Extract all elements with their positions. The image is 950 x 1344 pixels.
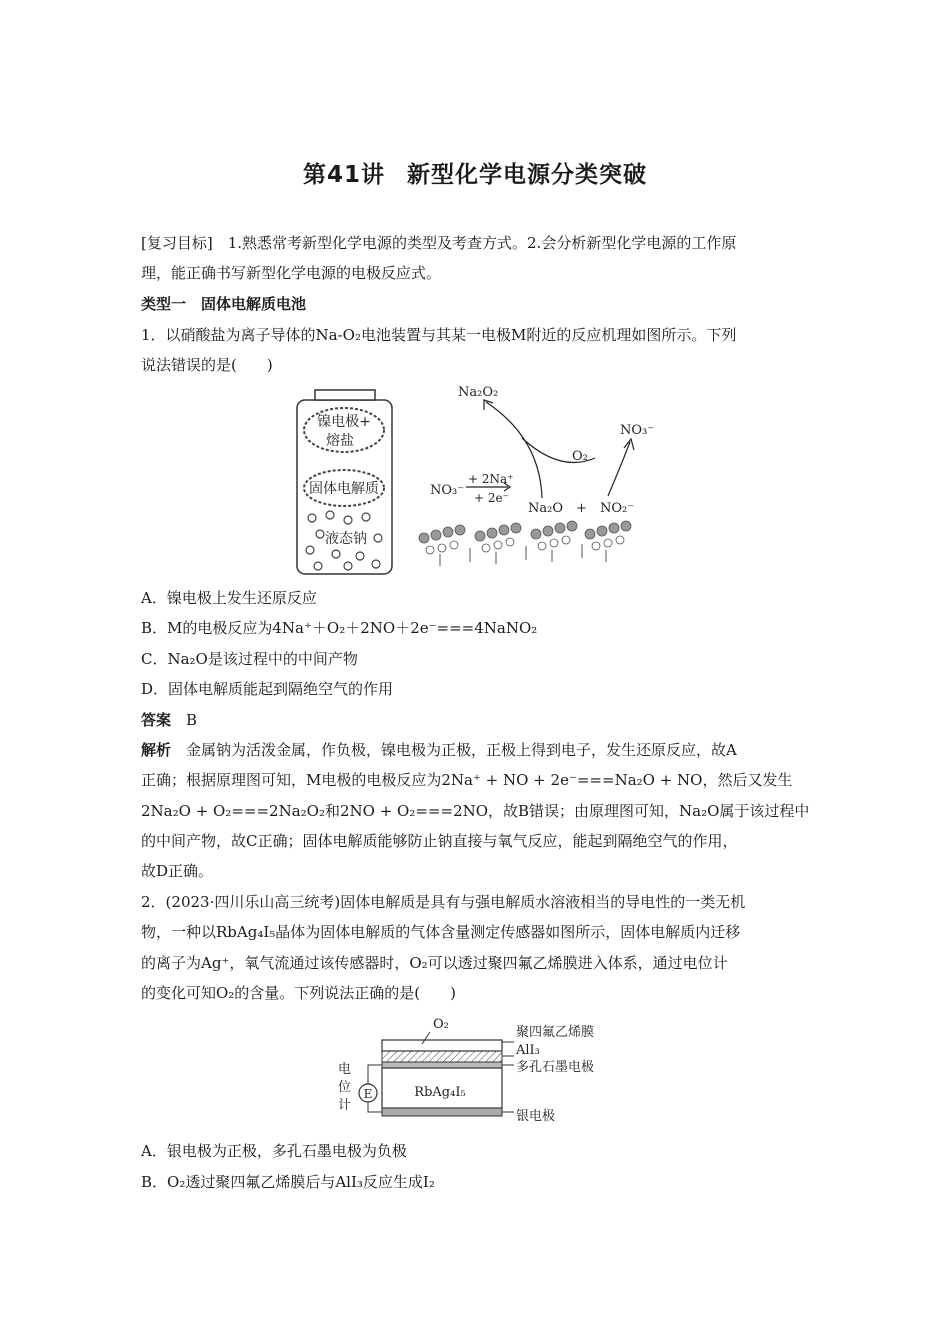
meter-label-3: 计 [338, 1098, 352, 1113]
section-heading: 类型一 固体电解质电池 [141, 295, 307, 313]
analysis-line-2: 正确；根据原理图可知，M电极的电极反应为2Na⁺ + NO + 2e⁻===Na₂O + NO，然后又发生 [141, 771, 793, 789]
o2-gas-label: O₂ [433, 1017, 449, 1032]
review-goals-line-2: 理，能正确书写新型化学电源的电极反应式。 [141, 264, 442, 282]
analysis-line-4: 的中间产物，故C正确；固体电解质能够防止钠直接与氧气反应，能起到隔绝空气的作用， [141, 832, 738, 850]
meter-label-1: 电 [338, 1062, 352, 1077]
analysis-line-3: 2Na₂O + O₂===2Na₂O₂和2NO + O₂===2NO，故B错误；由原理图可知，Na₂O属于该过程中 [141, 802, 810, 820]
reaction-arrow-top-label: + 2Na⁺ [468, 472, 514, 486]
question-1-option-c: C．Na₂O是该过程中的中间产物 [141, 650, 358, 668]
ptfe-membrane-label: 聚四氟乙烯膜 [516, 1025, 595, 1040]
reaction-arrow-bottom-label: + 2e⁻ [474, 491, 509, 505]
page-title [0, 156, 950, 189]
na2o2-label: Na₂O₂ [458, 385, 499, 400]
na2o-label: Na₂O [528, 501, 563, 516]
answer-label: 答案 [141, 711, 172, 729]
question-2-line-2: 物，一种以RbAg₄I₅晶体为固体电解质的气体含量测定传感器如图所示，固体电解质内迁移 [141, 923, 741, 941]
nickel-electrode-label: 镍电极+ [317, 414, 371, 430]
no3-top-label: NO₃⁻ [620, 423, 655, 438]
lecture-number: 第41讲 [302, 162, 385, 188]
analysis-label: 解析 [141, 741, 172, 759]
question-2-line-3: 的离子为Ag⁺，氧气流通过该传感器时，O₂可以透过聚四氟乙烯膜进入体系，通过电位计 [141, 954, 728, 972]
answer-line [141, 710, 197, 730]
ali3-label: AlI₃ [516, 1043, 540, 1058]
solid-electrolyte-label: 固体电解质 [309, 481, 379, 497]
electrolyte-label: RbAg₄I₅ [414, 1085, 466, 1100]
meter-label-2: 位 [338, 1080, 352, 1095]
question-1-option-b: B．M的电极反应为4Na⁺＋O₂＋2NO＋2e⁻===4NaNO₂ [141, 619, 538, 637]
liquid-sodium-label: 液态钠 [325, 531, 367, 547]
question-2-line-4: 的变化可知O₂的含量。下列说法正确的是( ) [141, 984, 457, 1002]
question-2-option-b: B．O₂透过聚四氟乙烯膜后与AlI₃反应生成I₂ [141, 1173, 435, 1191]
potentiometer-e-label: E [363, 1087, 373, 1101]
lecture-topic: 新型化学电源分类突破 [407, 162, 647, 188]
analysis-line-5: 故D正确。 [141, 862, 214, 880]
analysis-text-1: 金属钠为活泼金属，作负极，镍电极为正极，正极上得到电子，发生还原反应，故A [186, 741, 737, 759]
reaction-mechanism-drawing [419, 385, 654, 566]
question-2-option-a: A．银电极为正极，多孔石墨电极为负极 [141, 1142, 407, 1160]
porous-graphite-label: 多孔石墨电极 [516, 1060, 595, 1075]
plus-sign: + [576, 501, 587, 516]
question-1-option-a: A．镍电极上发生还原反应 [141, 589, 317, 607]
question-1-line-2: 说法错误的是( ) [141, 356, 273, 374]
oxygen-sensor-figure [330, 1012, 620, 1130]
question-1-line-1: 1．以硝酸盐为离子导体的Na-O₂电池装置与其某一电极M附近的反应机理如图所示。下列 [141, 326, 737, 344]
no2-label: NO₂⁻ [600, 501, 635, 516]
answer-value: B [186, 711, 198, 729]
analysis-line-1 [141, 740, 737, 760]
question-2-line-1: 2．(2023·四川乐山高三统考)固体电解质是具有与强电解质水溶液相当的导电性的一类无机 [141, 893, 746, 911]
silver-electrode-label: 银电极 [516, 1109, 556, 1124]
na-o2-battery-figure [290, 378, 660, 578]
question-1-option-d: D．固体电解质能起到隔绝空气的作用 [141, 680, 394, 698]
battery-cell-drawing [297, 390, 392, 574]
review-goals-line-1: [复习目标] 1.熟悉常考新型化学电源的类型及考查方式。2.会分析新型化学电源的工作原 [141, 234, 737, 252]
no3-left-label: NO₃⁻ [430, 483, 465, 498]
o2-label: O₂ [572, 449, 588, 464]
molten-salt-label: 熔盐 [326, 433, 354, 449]
